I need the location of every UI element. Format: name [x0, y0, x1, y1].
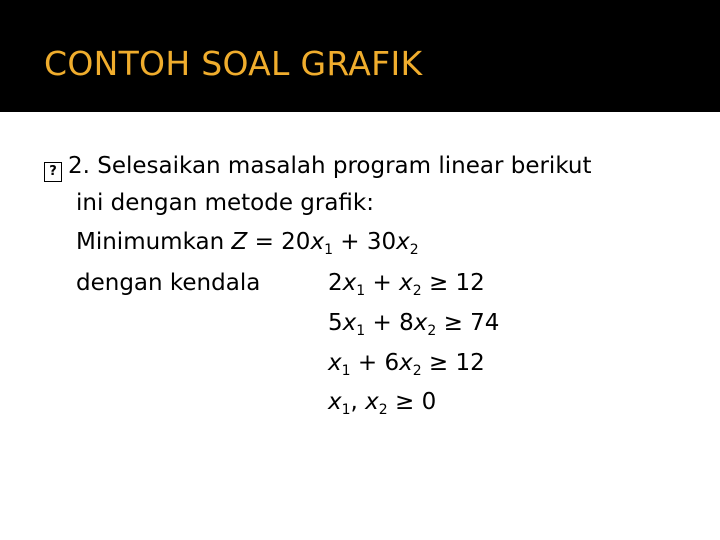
objective-x2: x: [396, 229, 410, 255]
constraint-1-rel: ≥ 12: [421, 270, 485, 296]
nonneg-sub2: 2: [378, 402, 388, 418]
constraint-1-sub2: 2: [412, 283, 422, 299]
objective-line: [76, 224, 419, 260]
constraint-1: [328, 265, 485, 301]
constraint-2-sub2: 2: [427, 323, 437, 339]
nonneg-sep: ,: [350, 389, 366, 415]
nonneg-x2: x: [365, 389, 379, 415]
objective-x1: x: [310, 229, 325, 255]
constraint-2-coef: 5: [328, 310, 343, 336]
nonnegativity-constraint: [328, 384, 436, 420]
nonneg-x1: x: [328, 389, 342, 415]
constraint-3-op: + 6: [350, 350, 400, 376]
constraint-1-op: +: [365, 270, 400, 296]
nonneg-sub1: 1: [341, 402, 351, 418]
problem-intro-line-2: ini dengan metode grafik:: [76, 190, 374, 216]
objective-eq: = 20: [247, 229, 311, 255]
constraint-2-op: + 8: [365, 310, 414, 336]
constraint-3-x1: x: [328, 350, 342, 376]
nonneg-rel: ≥ 0: [387, 389, 437, 415]
constraint-1-x1: x: [342, 270, 357, 296]
constraint-2-sub1: 1: [356, 323, 366, 339]
problem-line-2: [76, 185, 374, 221]
minimize-label: Minimumkan: [76, 229, 225, 255]
bullet-icon: ?: [44, 162, 62, 182]
constraint-2-rel: ≥ 74: [436, 310, 500, 336]
constraint-3-sub2: 2: [412, 363, 422, 379]
objective-sub2: 2: [409, 242, 419, 258]
constraint-label-line: [76, 265, 260, 301]
constraint-1-coef: 2: [328, 270, 343, 296]
constraint-2-x1: x: [342, 310, 357, 336]
problem-number: 2.: [68, 153, 90, 179]
objective-plus: + 30: [332, 229, 397, 255]
constraint-3-x2: x: [399, 350, 413, 376]
constraint-label: dengan kendala: [76, 270, 261, 296]
problem-intro-line-1: Selesaikan masalah program linear berikut: [97, 153, 592, 179]
slide-title: CONTOH SOAL GRAFIK: [44, 44, 423, 83]
objective-var: Z: [231, 229, 248, 255]
constraint-2-x2: x: [413, 310, 428, 336]
problem-line-1: [44, 148, 592, 184]
objective-sub1: 1: [324, 242, 333, 258]
constraint-2: [328, 305, 499, 341]
constraint-3: [328, 345, 485, 381]
constraint-1-x2: x: [399, 270, 413, 296]
constraint-3-rel: ≥ 12: [421, 350, 485, 376]
constraint-1-sub1: 1: [356, 283, 366, 299]
constraint-3-sub1: 1: [341, 363, 351, 379]
